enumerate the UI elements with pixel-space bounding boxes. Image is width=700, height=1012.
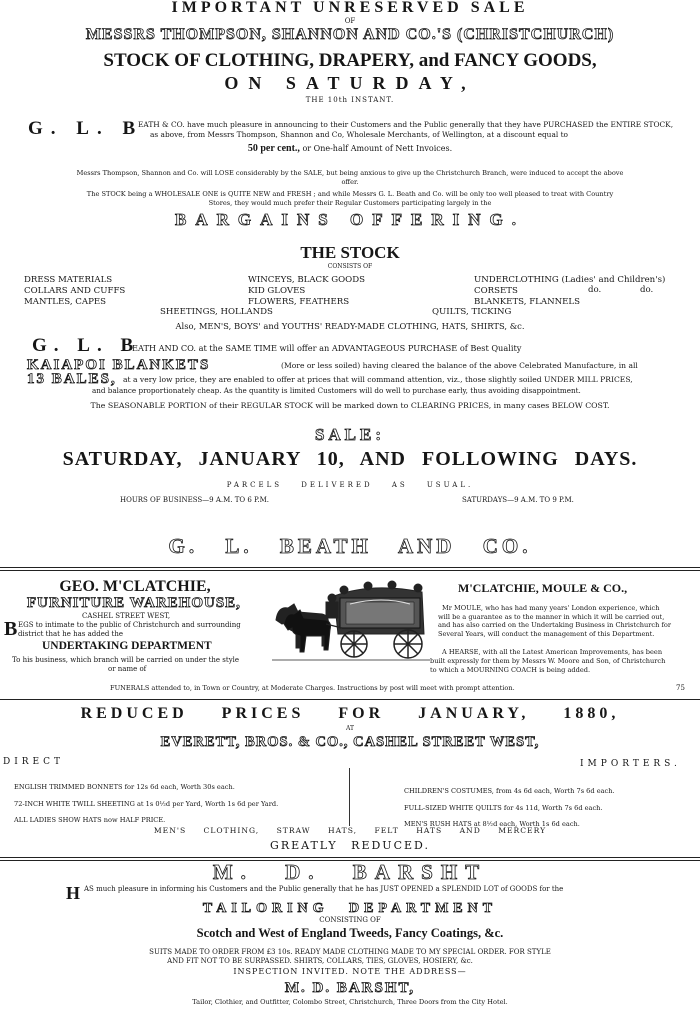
stock-item: UNDERCLOTHING (Ladies' and Children's) (474, 275, 666, 285)
intro-line-1: EATH & CO. have much pleasure in announcing to their Customers and the Public generally that they have PURCHASED the ENTIRE STOCK, (138, 120, 674, 129)
also-line: Also, MEN'S, BOYS' and YOUTHS' READY-MADE CLOTHING, HATS, SHIRTS, &c. (175, 321, 525, 331)
bargains-offering: BARGAINS OFFERING. (175, 210, 525, 229)
stock-line-1: The STOCK being a WHOLESALE ONE is QUITE NEW and FRESH ; and while Messrs G. L. Beath and Co. will be only too well pleased to treat with Country (86, 190, 614, 198)
divider (0, 567, 700, 571)
beath-signature: G. L. BEATH AND CO. (168, 534, 532, 558)
begs-line-1: EGS to intimate to the public of Christchurch and surrounding (18, 621, 241, 629)
direct-label: DIRECT (3, 757, 65, 767)
lose-line-2: offer. (341, 178, 359, 186)
hearse-illustration (272, 576, 430, 664)
bales-line-2: and balance proportionately cheap. As the quantity is limited Customers will do well to purchase early, thus avoiding disappointment. (92, 386, 581, 395)
bales-rest: at a very low price, they are enabled to offer at prices that will command attention, viz., those slightly soiled UNDER MILL PRICES, (123, 375, 633, 384)
saturday-hours: SATURDAYS—9 A.M. TO 9 P.M. (462, 496, 574, 504)
price-item: ALL LADIES SHOW HATS now HALF PRICE. (14, 816, 166, 824)
on-saturday: ON SATURDAY, (224, 73, 476, 93)
divider (0, 699, 700, 700)
stock-column-1 (24, 275, 125, 308)
consisting-of: CONSISTING OF (319, 916, 381, 924)
barsht-name-2: M. D. BARSHT, (284, 980, 416, 996)
moule-paragraph (438, 604, 671, 638)
reference-number: 75 (676, 684, 685, 692)
drop-cap-h: H (66, 883, 81, 903)
suits-line-2: AND FIT NOT TO BE SURPASSED. SHIRTS, COLLARS, TIES, GLOVES, HOSIERY, &c. (167, 957, 473, 965)
stock-of-clothing: STOCK OF CLOTHING, DRAPERY, and FANCY GOODS, (103, 50, 597, 71)
reduced-prices-heading: REDUCED PRICES FOR JANUARY, 1880, (80, 705, 620, 722)
hearse-line: to which a MOURNING COACH is being added. (430, 666, 591, 674)
importers-label: IMPORTERS. (580, 759, 681, 769)
stock-item: MANTLES, CAPES (24, 297, 107, 307)
mcclatchie-moule-firm: M'CLATCHIE, MOULE & CO., (458, 581, 628, 595)
messrs-line: MESSRS THOMPSON, SHANNON AND CO.'S (CHRISTCHURCH) (85, 26, 615, 43)
kaiapoi-blankets: KAIAPOI BLANKETS (27, 357, 211, 373)
at-label: AT (345, 725, 354, 732)
initials-gl-b: G. L. B (28, 118, 144, 139)
tailoring-department: TAILORING DEPARTMENT (202, 901, 498, 916)
ditto-mark: do. (640, 285, 654, 295)
tweeds-line: Scotch and West of England Tweeds, Fancy Coatings, &c. (196, 926, 504, 940)
mcclatchie-name: GEO. M'CLATCHIE, (59, 578, 211, 595)
discount-line (0, 144, 700, 154)
intro-paragraph (28, 119, 143, 138)
consists-of: CONSISTS OF (327, 263, 373, 270)
stock-quilts: QUILTS, TICKING (432, 307, 512, 317)
moule-line: and has also carried on the Undertaking Business in Christchurch for (438, 621, 672, 629)
business-hours: HOURS OF BUSINESS—9 A.M. TO 6 P.M. (120, 496, 269, 504)
price-item: FULL-SIZED WHITE QUILTS for 4s 11d, Worth 7s 6d each. (404, 803, 603, 812)
barsht-address: Tailor, Clothier, and Outfitter, Colombo Street, Christchurch, Three Doors from the City Hotel. (192, 998, 508, 1006)
everett-left-list (14, 779, 278, 829)
undertaking-department: UNDERTAKING DEPARTMENT (42, 640, 212, 652)
ditto-mark: do. (588, 285, 602, 295)
hearse-line: A HEARSE, with all the Latest American Improvements, has been (442, 648, 663, 656)
furniture-warehouse: FURNITURE WAREHOUSE, (27, 595, 241, 611)
begs-line-2: district that he has added the (18, 630, 124, 638)
has-line: AS much pleasure in informing his Customers and the Public generally that he has JUST OPENED a SPLENDID LOT of GOODS for the (84, 885, 564, 893)
everett-firm: EVERETT, BROS. & CO., CASHEL STREET WEST, (160, 734, 540, 750)
price-item: MEN'S RUSH HATS at 8½d each, Worth 1s 6d each. (404, 820, 580, 828)
hearse-line: built expressly for them by Messrs W. Moore and Son, of Christchurch (430, 657, 666, 665)
price-item: CHILDREN'S COSTUMES, from 4s 6d each, Worth 7s 6d each. (404, 787, 615, 795)
intro-line-2: as above, from Messrs Thompson, Shannon and Co, Wholesale Merchants, of Wellington, at a discount equal to (150, 130, 568, 139)
gl-beath-line (32, 336, 140, 355)
discount-amount: 50 per cent., (247, 143, 300, 154)
stock-item: WINCEYS, BLACK GOODS (248, 275, 366, 285)
stock-line-2: Stores, they would much prefer their Regular Customers participating largely in the (208, 199, 492, 207)
price-item: 72-INCH WHITE TWILL SHEETING at 1s 0½d per Yard, Worth 1s 6d per Yard. (14, 799, 279, 808)
the-10th-instant: THE 10th INSTANT. (305, 96, 395, 104)
initials-gl-b: G. L. B (32, 335, 141, 356)
stock-item: COLLARS AND CUFFS (24, 286, 126, 296)
price-item: ENGLISH TRIMMED BONNETS for 12s 6d each, Worth 30s each. (14, 783, 235, 791)
gl-line: EATH AND CO. at the SAME TIME will offer an ADVANTAGEOUS PURCHASE of Best Quality (132, 343, 522, 353)
stock-item: BLANKETS, FLANNELS (474, 297, 580, 307)
moule-line: will be a guarantee as to the manner in which it will be carried out, (438, 612, 665, 621)
stock-column-2 (248, 275, 365, 308)
stock-item: CORSETS (474, 286, 518, 296)
stock-item: KID GLOVES (248, 286, 306, 296)
kaiapoi-rest: (More or less soiled) having cleared the balance of the above Celebrated Manufacture, in all (281, 361, 638, 370)
drop-cap-b: B (4, 618, 18, 640)
business-line-1: To his business, which branch will be carried on under the style (12, 656, 240, 664)
business-line-2: or name of (108, 665, 147, 673)
inspection-invited: INSPECTION INVITED. NOTE THE ADDRESS— (233, 967, 467, 976)
sale-date: SATURDAY, JANUARY 10, AND FOLLOWING DAYS. (62, 448, 638, 470)
stock-item: FLOWERS, FEATHERS (248, 297, 350, 307)
mens-clothing-line: MEN'S CLOTHING, STRAW HATS, FELT HATS AND MERCERY (153, 826, 547, 835)
column-divider (349, 768, 350, 826)
sale-heading: IMPORTANT UNRESERVED SALE (171, 0, 529, 16)
sale-label: SALE: (314, 425, 386, 444)
suits-line-1: SUITS MADE TO ORDER FROM £3 10s. READY MADE CLOTHING MADE TO MY SPECIAL ORDER. FOR STYLE (149, 948, 551, 956)
barsht-name: M. D. BARSHT (212, 860, 488, 884)
of-label: OF (344, 17, 356, 25)
discount-rest: or One-half Amount of Nett Invoices. (302, 144, 453, 153)
hearse-paragraph (430, 648, 665, 675)
cashel-street: CASHEL STREET WEST, (82, 612, 171, 620)
stock-item: DRESS MATERIALS (24, 275, 113, 285)
greatly-reduced: GREATLY REDUCED. (270, 839, 430, 852)
stock-column-3 (474, 275, 665, 308)
lose-line-1: Messrs Thompson, Shannon and Co. will LOSE considerably by the SALE, but being anxious to give up the Christchurch Branch, were induced to accept the above (76, 169, 624, 177)
funerals-line: FUNERALS attended to, in Town or Country, at Moderate Charges. Instructions by post will meet with prompt attention. (110, 684, 515, 692)
moule-line: Mr MOULE, who has had many years' London experience, which (442, 604, 660, 612)
moule-line: Several Years, will conduct the management of this Department. (438, 629, 655, 638)
stock-sheetings: SHEETINGS, HOLLANDS (160, 307, 273, 317)
bales: 13 BALES, (27, 371, 117, 387)
seasonable-line: The SEASONABLE PORTION of their REGULAR STOCK will be marked down to CLEARING PRICES, in many cases BELOW COST. (90, 401, 610, 410)
parcels-delivered: PARCELS DELIVERED AS USUAL. (226, 481, 474, 489)
the-stock-heading: THE STOCK (300, 243, 400, 262)
